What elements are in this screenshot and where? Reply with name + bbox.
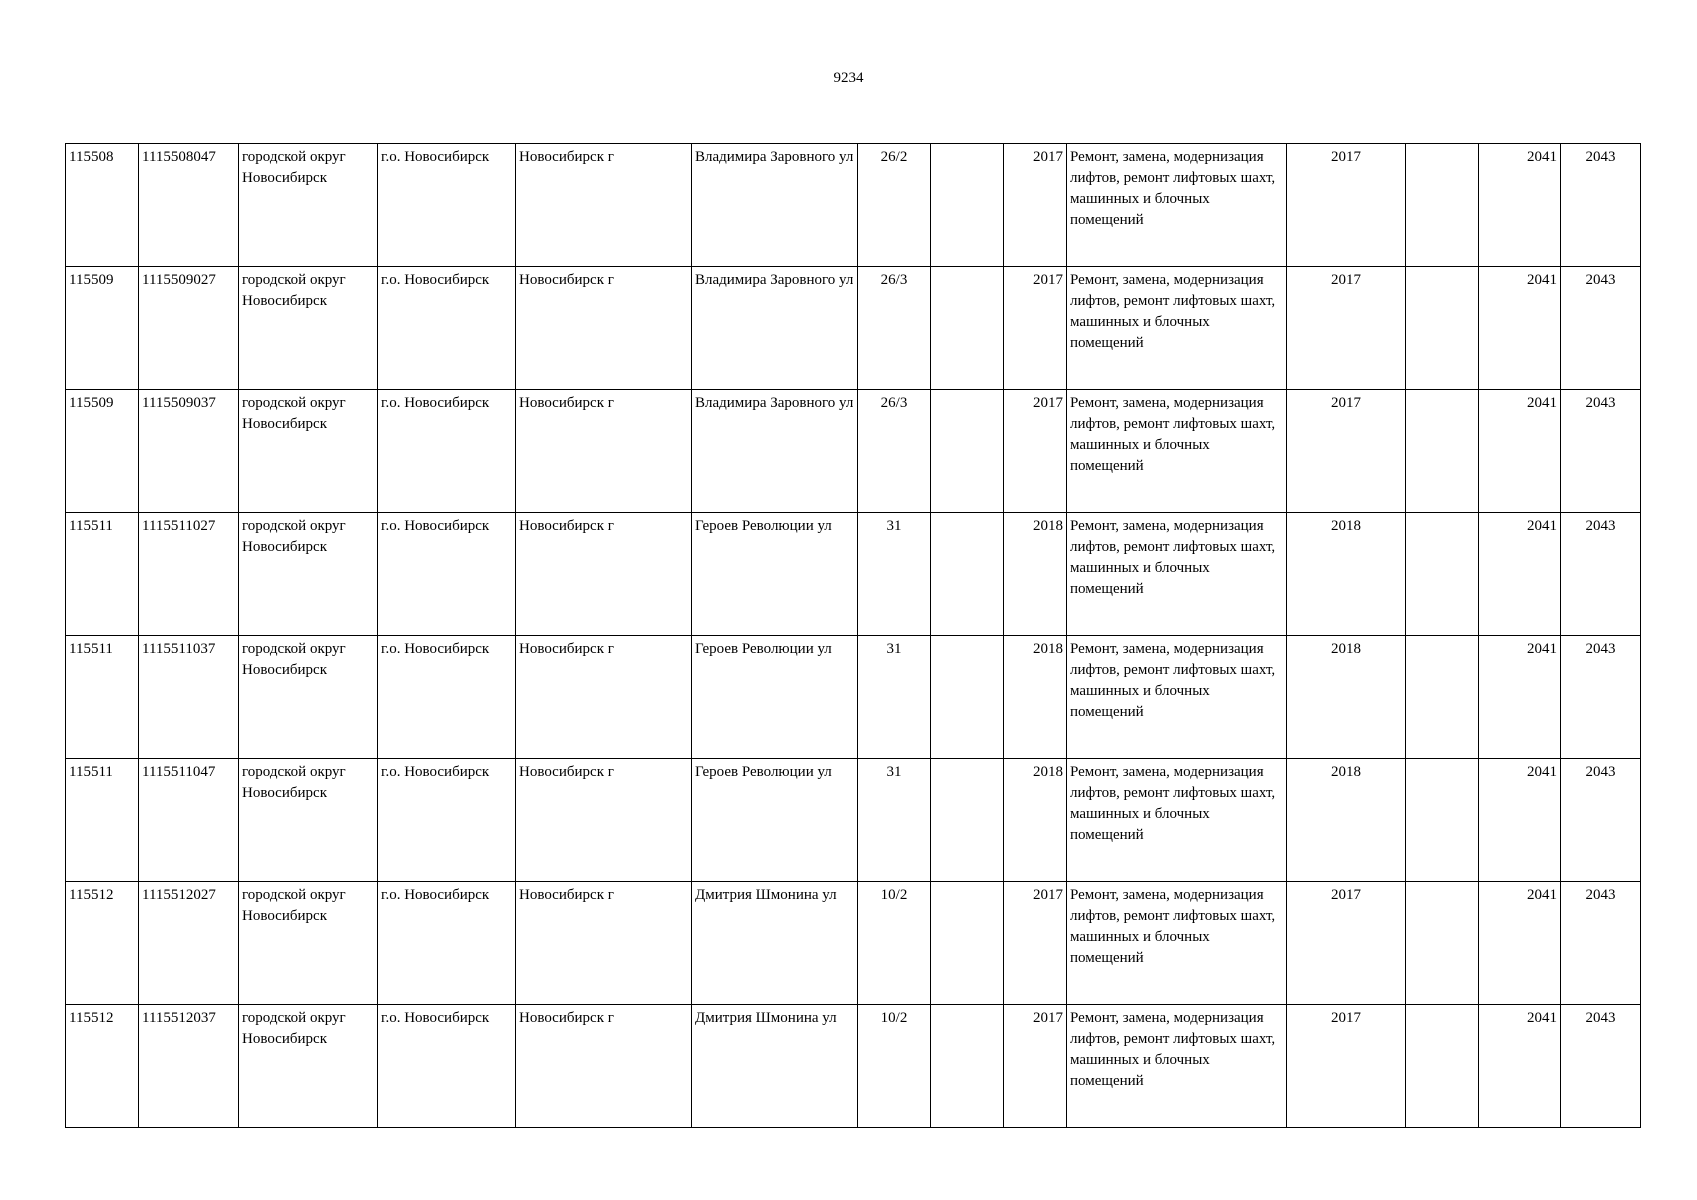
- cell-municipality: г.о. Новосибирск: [378, 144, 516, 267]
- cell-year-from: 2041: [1479, 513, 1561, 636]
- cell-year-plan: 2017: [1287, 1005, 1406, 1128]
- cell-year-plan: 2017: [1287, 267, 1406, 390]
- cell-work: Ремонт, замена, модернизация лифтов, ремонт лифтовых шахт, машинных и блочных помещений: [1067, 1005, 1287, 1128]
- cell-year-to: 2043: [1561, 144, 1641, 267]
- table-body: [66, 144, 1641, 1128]
- cell-year-from: 2041: [1479, 390, 1561, 513]
- cell-street: Владимира Заровного ул: [692, 390, 858, 513]
- cell-street: Владимира Заровного ул: [692, 267, 858, 390]
- cell-year-plan: 2017: [1287, 390, 1406, 513]
- table-row: [66, 636, 1641, 759]
- cell-district: городской округ Новосибирск: [239, 636, 378, 759]
- cell-id: 115511: [66, 759, 139, 882]
- cell-municipality: г.о. Новосибирск: [378, 267, 516, 390]
- cell-year-from: 2041: [1479, 1005, 1561, 1128]
- cell-extra: [931, 759, 1004, 882]
- cell-city: Новосибирск г: [516, 144, 692, 267]
- cell-city: Новосибирск г: [516, 267, 692, 390]
- cell-id: 115511: [66, 513, 139, 636]
- cell-house: 10/2: [858, 882, 931, 1005]
- cell-work: Ремонт, замена, модернизация лифтов, ремонт лифтовых шахт, машинных и блочных помещений: [1067, 390, 1287, 513]
- cell-year-plan: 2018: [1287, 759, 1406, 882]
- cell-code: 1115509027: [139, 267, 239, 390]
- cell-id: 115509: [66, 267, 139, 390]
- cell-year-from: 2041: [1479, 882, 1561, 1005]
- registry-table: [65, 143, 1641, 1128]
- table-row: [66, 759, 1641, 882]
- cell-work: Ремонт, замена, модернизация лифтов, ремонт лифтовых шахт, машинных и блочных помещений: [1067, 882, 1287, 1005]
- cell-year-to: 2043: [1561, 513, 1641, 636]
- cell-code: 1115511037: [139, 636, 239, 759]
- cell-extra: [931, 144, 1004, 267]
- table-row: [66, 1005, 1641, 1128]
- cell-empty: [1406, 882, 1479, 1005]
- cell-municipality: г.о. Новосибирск: [378, 513, 516, 636]
- cell-district: городской округ Новосибирск: [239, 513, 378, 636]
- cell-year-plan: 2017: [1287, 882, 1406, 1005]
- cell-street: Дмитрия Шмонина ул: [692, 1005, 858, 1128]
- cell-city: Новосибирск г: [516, 759, 692, 882]
- table-row: [66, 882, 1641, 1005]
- cell-year: 2017: [1004, 390, 1067, 513]
- cell-city: Новосибирск г: [516, 636, 692, 759]
- cell-code: 1115512027: [139, 882, 239, 1005]
- cell-year: 2017: [1004, 144, 1067, 267]
- cell-empty: [1406, 390, 1479, 513]
- cell-year-from: 2041: [1479, 144, 1561, 267]
- cell-house: 26/3: [858, 267, 931, 390]
- cell-year-plan: 2018: [1287, 513, 1406, 636]
- cell-id: 115512: [66, 1005, 139, 1128]
- cell-year-to: 2043: [1561, 759, 1641, 882]
- cell-municipality: г.о. Новосибирск: [378, 759, 516, 882]
- cell-empty: [1406, 144, 1479, 267]
- cell-district: городской округ Новосибирск: [239, 144, 378, 267]
- cell-street: Героев Революции ул: [692, 636, 858, 759]
- cell-code: 1115512037: [139, 1005, 239, 1128]
- table-row: [66, 513, 1641, 636]
- cell-city: Новосибирск г: [516, 513, 692, 636]
- cell-street: Дмитрия Шмонина ул: [692, 882, 858, 1005]
- cell-year-plan: 2018: [1287, 636, 1406, 759]
- cell-district: городской округ Новосибирск: [239, 1005, 378, 1128]
- cell-empty: [1406, 636, 1479, 759]
- cell-city: Новосибирск г: [516, 390, 692, 513]
- page-number: 9234: [833, 70, 864, 86]
- cell-year: 2017: [1004, 882, 1067, 1005]
- table-row: [66, 267, 1641, 390]
- cell-work: Ремонт, замена, модернизация лифтов, ремонт лифтовых шахт, машинных и блочных помещений: [1067, 636, 1287, 759]
- cell-year: 2018: [1004, 513, 1067, 636]
- cell-work: Ремонт, замена, модернизация лифтов, ремонт лифтовых шахт, машинных и блочных помещений: [1067, 144, 1287, 267]
- cell-house: 31: [858, 759, 931, 882]
- cell-district: городской округ Новосибирск: [239, 267, 378, 390]
- cell-house: 31: [858, 513, 931, 636]
- cell-code: 1115511047: [139, 759, 239, 882]
- cell-street: Героев Революции ул: [692, 759, 858, 882]
- cell-year: 2018: [1004, 759, 1067, 882]
- cell-district: городской округ Новосибирск: [239, 882, 378, 1005]
- cell-year-from: 2041: [1479, 759, 1561, 882]
- cell-house: 26/2: [858, 144, 931, 267]
- cell-work: Ремонт, замена, модернизация лифтов, ремонт лифтовых шахт, машинных и блочных помещений: [1067, 513, 1287, 636]
- cell-code: 1115509037: [139, 390, 239, 513]
- cell-year-to: 2043: [1561, 882, 1641, 1005]
- cell-municipality: г.о. Новосибирск: [378, 1005, 516, 1128]
- cell-city: Новосибирск г: [516, 882, 692, 1005]
- cell-id: 115509: [66, 390, 139, 513]
- cell-work: Ремонт, замена, модернизация лифтов, ремонт лифтовых шахт, машинных и блочных помещений: [1067, 267, 1287, 390]
- cell-extra: [931, 390, 1004, 513]
- cell-extra: [931, 882, 1004, 1005]
- cell-district: городской округ Новосибирск: [239, 759, 378, 882]
- cell-extra: [931, 1005, 1004, 1128]
- cell-year-to: 2043: [1561, 267, 1641, 390]
- cell-house: 31: [858, 636, 931, 759]
- table-row: [66, 144, 1641, 267]
- cell-municipality: г.о. Новосибирск: [378, 390, 516, 513]
- cell-empty: [1406, 759, 1479, 882]
- cell-extra: [931, 267, 1004, 390]
- cell-empty: [1406, 513, 1479, 636]
- cell-year-to: 2043: [1561, 390, 1641, 513]
- cell-district: городской округ Новосибирск: [239, 390, 378, 513]
- cell-year-plan: 2017: [1287, 144, 1406, 267]
- cell-year-from: 2041: [1479, 267, 1561, 390]
- cell-city: Новосибирск г: [516, 1005, 692, 1128]
- cell-work: Ремонт, замена, модернизация лифтов, ремонт лифтовых шахт, машинных и блочных помещений: [1067, 759, 1287, 882]
- cell-year-from: 2041: [1479, 636, 1561, 759]
- cell-municipality: г.о. Новосибирск: [378, 882, 516, 1005]
- cell-year: 2017: [1004, 1005, 1067, 1128]
- cell-municipality: г.о. Новосибирск: [378, 636, 516, 759]
- cell-year-to: 2043: [1561, 1005, 1641, 1128]
- cell-code: 1115511027: [139, 513, 239, 636]
- cell-year-to: 2043: [1561, 636, 1641, 759]
- cell-house: 10/2: [858, 1005, 931, 1128]
- cell-extra: [931, 636, 1004, 759]
- cell-id: 115508: [66, 144, 139, 267]
- cell-extra: [931, 513, 1004, 636]
- cell-empty: [1406, 1005, 1479, 1128]
- cell-id: 115512: [66, 882, 139, 1005]
- cell-street: Героев Революции ул: [692, 513, 858, 636]
- cell-street: Владимира Заровного ул: [692, 144, 858, 267]
- cell-code: 1115508047: [139, 144, 239, 267]
- table-row: [66, 390, 1641, 513]
- cell-year: 2017: [1004, 267, 1067, 390]
- cell-empty: [1406, 267, 1479, 390]
- cell-id: 115511: [66, 636, 139, 759]
- cell-year: 2018: [1004, 636, 1067, 759]
- cell-house: 26/3: [858, 390, 931, 513]
